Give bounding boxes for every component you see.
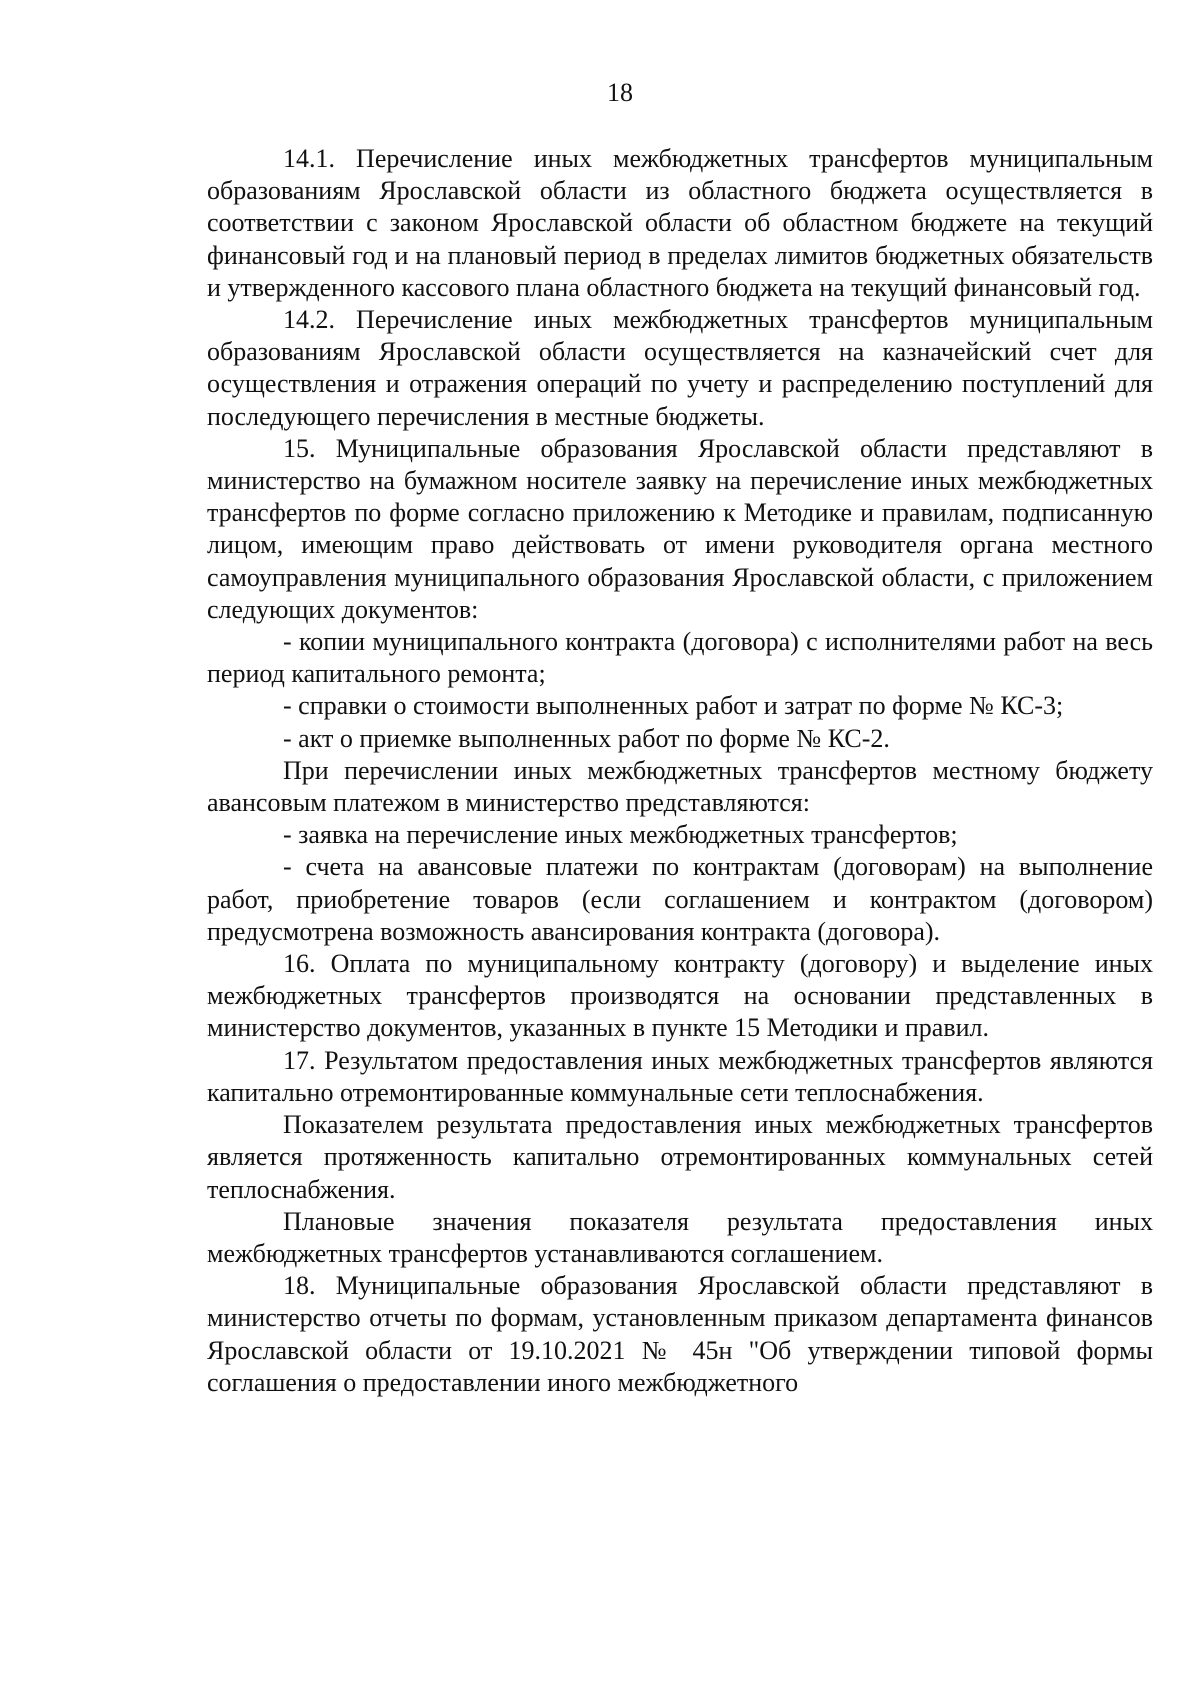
paragraph-14-2: 14.2. Перечисление иных межбюджетных трансфертов муниципальным образованиям Ярославской области осуществляется на казначейский счет для осуществления и отражения операций по учету и распределению поступлений для последующего перечисления в местные бюджеты.	[207, 305, 1153, 431]
paragraph-planned-values: Плановые значения показателя результата предоставления иных межбюджетных трансфертов устанавливаются соглашением.	[207, 1206, 1153, 1268]
list-item-ks2-act: - акт о приемке выполненных работ по форме № КС-2.	[283, 723, 890, 753]
paragraph-result-indicator: Показателем результата предоставления иных межбюджетных трансфертов является протяженность капитально отремонтированных коммунальных сетей теплоснабжения.	[207, 1110, 1153, 1204]
page-number: 18	[607, 78, 633, 107]
list-item-transfer-request: - заявка на перечисление иных межбюджетных трансфертов;	[283, 820, 958, 850]
paragraph-14-1: 14.1. Перечисление иных межбюджетных трансфертов муниципальным образованиям Ярославской области из областного бюджета осуществляется в соответствии с законом Ярославской области об областном бюджете на текущий финансовый год и на плановый период в пределах лимитов бюджетных обязательств и утвержденного кассового плана областного бюджета на текущий финансовый год.	[207, 144, 1153, 302]
paragraph-17: 17. Результатом предоставления иных межбюджетных трансфертов являются капитально отремонтированные коммунальные сети теплоснабжения.	[207, 1045, 1153, 1107]
list-item-ks3-certificate: - справки о стоимости выполненных работ и затрат по форме № КС-3;	[283, 691, 1064, 721]
paragraph-15: 15. Муниципальные образования Ярославской области представляют в министерство на бумажном носителе заявку на перечисление иных межбюджетных трансфертов по форме согласно приложению к Методике и правилам, подписанную лицом, имеющим право действовать от имени руководителя органа местного самоуправления муниципального образования Ярославской области, с приложением следующих документов:	[207, 433, 1153, 624]
paragraph-advance-payment: При перечислении иных межбюджетных трансфертов местному бюджету авансовым платежом в министерство представляются:	[207, 755, 1153, 818]
document-body	[207, 143, 1153, 1399]
list-item-contract-copy: - копии муниципального контракта (договора) с исполнителями работ на весь период капитального ремонта;	[207, 627, 1153, 689]
list-item-advance-invoices: - счета на авансовые платежи по контрактам (договорам) на выполнение работ, приобретение товаров (если соглашением и контрактом (договором) предусмотрена возможность авансирования контракта (договора).	[207, 852, 1153, 946]
paragraph-16: 16. Оплата по муниципальному контракту (договору) и выделение иных межбюджетных трансфертов производятся на основании представленных в министерство документов, указанных в пункте 15 Методики и правил.	[207, 949, 1153, 1043]
paragraph-18: 18. Муниципальные образования Ярославской области представляют в министерство отчеты по формам, установленным приказом департамента финансов Ярославской области от 19.10.2021 № 45н "Об утверждении типовой формы соглашения о предоставлении иного межбюджетного	[207, 1271, 1153, 1397]
